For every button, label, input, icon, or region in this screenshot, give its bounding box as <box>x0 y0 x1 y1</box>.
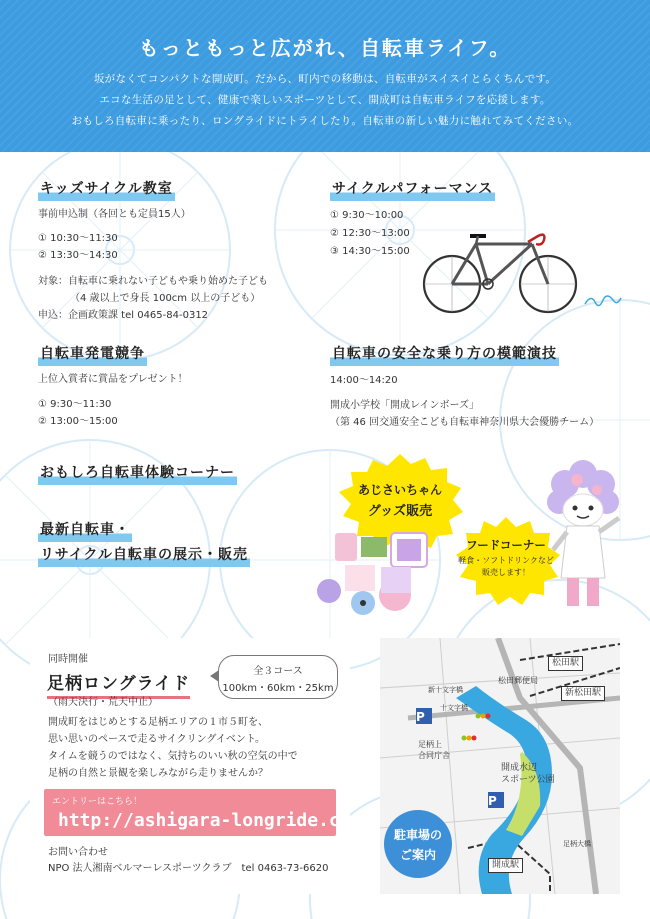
safety-demo-time: 14:00～14:20 <box>330 375 398 386</box>
longride-desc-4: 足柄の自然と景観を楽しみながら走りませんか？ <box>48 768 268 779</box>
parking-mark-1: P <box>416 710 425 724</box>
safety-demo-award: （第 46 回交通安全こども自転車神奈川県大会優勝チーム） <box>330 417 600 428</box>
longride-weather-note: （雨天決行・荒天中止） <box>48 697 158 708</box>
contact-label: お問い合わせ <box>48 847 108 858</box>
longride-desc-2: 思い思いのペースで走るサイクリングイベント。 <box>48 734 265 745</box>
course-count: 全３コース <box>253 666 303 677</box>
parking-guide-line-1: 駐車場の <box>393 828 442 842</box>
power-race-time-2: ② 13:00～15:00 <box>38 416 118 427</box>
longride-desc-3: タイムを競うのではなく、気持ちのいい秋の空気の中で <box>48 751 298 762</box>
map-label-ashigarakami: 足柄上 <box>418 740 442 749</box>
intro-line-3: おもしろ自転車に乗ったり、ロングライドにトライしたり。自転車の新しい魅力に触れてみてください。 <box>71 115 579 127</box>
safety-demo-title: 自転車の安全な乗り方の模範演技 <box>330 343 559 366</box>
kids-cycle-apply: 申込：企画政策課 tel 0465-84-0312 <box>38 310 209 321</box>
goods-badge-line-2: グッズ販売 <box>367 504 433 519</box>
map-label-jumonji-bridge: 十文字橋 <box>440 704 468 712</box>
fun-bicycle-corner-title: おもしろ自転車体験コーナー <box>38 462 237 485</box>
performance-time-3: ③ 14:30～15:00 <box>330 246 410 257</box>
intro-line-2: エコな生活の足として、健康で楽しいスポーツとして、開成町は自転車ライフを応援します。 <box>99 94 551 106</box>
header-banner <box>0 0 650 152</box>
map-label-shin-jumonji-bridge: 新十文字橋 <box>428 686 463 694</box>
kids-cycle-title: キッズサイクル教室 <box>38 178 175 201</box>
road-bike-illustration <box>420 222 580 320</box>
parking-guide-line-2: ご案内 <box>399 848 436 862</box>
map-label-park-line-2: スポーツ公園 <box>501 775 555 785</box>
kids-cycle-target: 対象：自転車に乗れない子どもや乗り始めた子ども <box>38 276 268 287</box>
parking-mark-2: P <box>488 794 497 808</box>
map-label-matsuda-station: 松田駅 <box>548 656 583 671</box>
map-label-post-office: 松田郵便局 <box>498 676 538 685</box>
map-label-ashigara-bridge: 足柄大橋 <box>563 840 591 848</box>
intro-line-1: 坂がなくてコンパクトな開成町。だから、町内での移動は、自転車がスイスイとらくちんです。 <box>93 73 557 85</box>
ajisai-chan-mascot-icon <box>537 460 627 615</box>
safety-demo-team: 開成小学校「開成レインボーズ」 <box>330 400 479 411</box>
longride-pretitle: 同時開催 <box>48 654 88 665</box>
cycle-performance-title: サイクルパフォーマンス <box>330 178 495 201</box>
swirl-decoration <box>583 292 623 310</box>
performance-time-2: ② 12:30～13:00 <box>330 228 410 239</box>
power-race-note: 上位入賞者に賞品をプレゼント！ <box>38 374 188 385</box>
ajisai-goods-merchandise-icon <box>315 525 435 625</box>
course-bubble <box>218 655 338 699</box>
map-label-godo-chosha: 合同庁舎 <box>418 751 450 760</box>
course-distances: 100km・60km・25km <box>222 683 334 694</box>
kids-cycle-time-2: ② 13:30～14:30 <box>38 250 118 261</box>
map-label-shin-matsuda-station: 新松田駅 <box>561 686 605 701</box>
performance-time-1: ① 9:30～10:00 <box>330 210 404 221</box>
food-corner-line-2: 販売します！ <box>482 568 530 577</box>
kids-cycle-target-detail: （4 歳以上で身長 100cm 以上の子ども） <box>70 293 261 304</box>
entry-label: エントリーはこちら！ <box>52 797 143 807</box>
bicycle-display-title-line-1: 最新自転車・ <box>38 519 132 542</box>
power-race-time-1: ① 9:30～11:30 <box>38 399 112 410</box>
power-race-title: 自転車発電競争 <box>38 343 147 366</box>
longride-url-link[interactable]: http://ashigara-longride.com <box>58 810 362 831</box>
kids-cycle-time-1: ① 10:30～11:30 <box>38 233 118 244</box>
map-label-kaisei-station: 開成駅 <box>488 858 523 873</box>
bicycle-display-title-line-2: リサイクル自転車の展示・販売 <box>38 544 250 567</box>
map-label-park-line-1: 開成水辺 <box>501 763 538 773</box>
page-title: もっともっと広がれ、自転車ライフ。 <box>138 36 512 60</box>
food-corner-title: フードコーナー <box>466 538 546 552</box>
kids-cycle-note: 事前申込制（各回とも定員15人） <box>38 209 191 220</box>
goods-badge-line-1: あじさいちゃん <box>357 483 442 497</box>
food-corner-line-1: 軽食・ソフトドリンクなど <box>458 556 554 565</box>
longride-title: 足柄ロングライド <box>47 669 190 699</box>
contact-info: NPO 法人湘南ベルマーレスポーツクラブ tel 0463-73-6620 <box>48 863 329 874</box>
longride-desc-1: 開成町をはじめとする足柄エリアの１市５町を、 <box>48 717 268 728</box>
